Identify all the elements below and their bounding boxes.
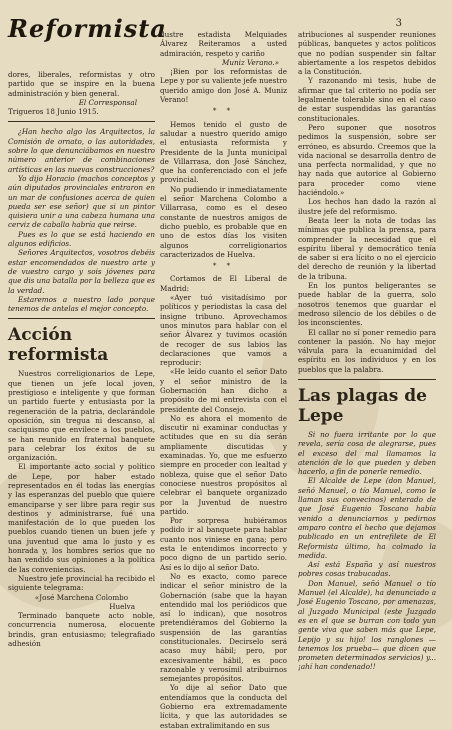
separator-stars: * *: [212, 107, 235, 116]
signature: El Corresponsal: [78, 97, 137, 107]
paragraph: atribuciones al suspender reuniones públicas, banquetes y actos políticos que no podían suspender sin faltar abiertamente a los respetos debidos a la Constitución.: [298, 30, 436, 77]
paragraph: No es exacto, como parece indicar el señor ministro de la Gobernación (sabe que la hayan entendido mal los periódicos que así lo indican), que nosotros pretendiéramos del Gobierno la suspensión de las garantías constitucionales. Decirselo será acaso muy hábil; pero, por excesivamente hábil, es poco razonable y verosímil atribuirnos semejantes propósitos.: [160, 571, 287, 684]
divider: [8, 318, 155, 319]
article-heading: Acción reformista: [8, 325, 109, 366]
paragraph: En los puntos beligerantes se puede hablar de la guerra, solo nosotros tenemos que guardar el medroso silencio de los débiles o de los inconscientes.: [298, 281, 436, 328]
paragraph: ¡Bien por los reformistas de Lepe y por su valiente jefe nuestro querido amigo don José A. Muniz Verano!: [160, 67, 287, 105]
telegram-recipient: «José Marchena Colombo: [34, 592, 129, 602]
paragraph: Los hechos han dado la razón al ilustre jefe del reformismo.: [298, 197, 436, 216]
page-number: 3: [395, 18, 402, 29]
paragraph: Terminado banquete acto noble, concurrencia numerosa, elocuente brindis, gran entusiasmo; telegrafiado adhesión: [8, 611, 155, 649]
paragraph: Don Manuel, señó Manuel o tío Manuel (el Alcalde), ha denunciado a José Eugenio Toscano, por amenazas, al Juzgado Municipal (este Juzgado es en el que se burran con todo yun gente viva que saben más que Lepe, Lepijo y su hijo! los ranglones —tenemos los prueba— que dicen que prometen determinados servicios) y... ¡ahí han condenado!!: [298, 578, 436, 672]
paragraph: Pues es lo que se está haciendo en algunos edificios.: [8, 229, 155, 249]
paragraph: No pudiendo ir inmediatamente el señor Marchena Colombo a Villarrasa, como es el deseo constante de nuestros amigos de dicho pueblo, es probable que en uno de estos días los visiten algunos correligionarios caracterizados de Huelva.: [160, 184, 287, 259]
paragraph: dores, liberales, reformistas y otro partido que se inspire en la buena administración y bien general.: [8, 70, 155, 98]
paragraph: Beata leer la nota de todas las mínimas que publica la prensa, para comprender la necesidad que el espíritu liberal y democrático tenía de saber si era lícito o no el ejercicio del derecho de reunión y la libertad de la tribuna.: [298, 215, 436, 281]
masthead-title: Reformista: [8, 14, 167, 43]
divider: [298, 379, 436, 380]
paragraph: Hemos tenido el gusto de saludar a nuestro querido amigo el entusiasta reformista y Presidente de la Junta municipal de Villarrasa, don José Sánchez, que ha conferenciado con el jefe provincial.: [160, 119, 287, 185]
paragraph: El importante acto social y político de Lepe, por haber estado representados en él todas las energías y las esperanzas del pueblo que quiere emanciparse y ser libre para regir sus destinos y administrarse, fué una manifestación de lo que pueden los pueblos cuando tienen un buen jefe y una juventud que ama lo justo y es honrada y, los hombres serios que no han vendido sus opiniones a la política de las conveniencias.: [8, 462, 155, 574]
article-heading: Las plagas de Lepe: [298, 385, 427, 426]
paragraph: Pero suponer que nosotros pedimos la suspensión, sobre ser erróneo, es absurdo. Creemos que la vida nacional se desarrolla dentro de una perfecta normalidad, y que no hay nada que autorice al Gobierno para proceder como viene haciéndolo.»: [298, 122, 436, 198]
paragraph: Y razonando mi tesis, hube de afirmar que tal criterio no podía ser legalmente tolerable sino en el caso de estar suspendidas las garantías constitucionales.: [298, 76, 436, 123]
paragraph: ilustre estadista Melquiades Álvarez Reiteramos a usted admiración, respeto y cariño: [160, 30, 287, 58]
paragraph: Yo dijo Horacio (machos conceptos y aún diputados provinciales entraron en un mar de confusiones acerca de quien pueda ser ese señor) que si un pintor quisiera unir a una cabeza humana una cerviz de caballo habría que reirse.: [8, 173, 155, 230]
paragraph: Estaremos a nuestro lado porque tenemos de antelas el mejor concepto.: [8, 294, 155, 314]
paragraph: Así está España y así nuestros pobres cosas trabucadas.: [298, 560, 436, 579]
paragraph: «He leído cuanto el señor Dato y el señor ministro de la Gobernación han dicho a propósito de mi entrevista con el presidente del Consejo.: [160, 367, 287, 414]
masthead: [8, 10, 167, 48]
dateline: Trigueros 18 Junio 1915.: [8, 107, 99, 117]
paragraph: Nuestros correligionarios de Lepe, que tienen un jefe local joven, prestigioso e inteligente y que forman un partido fuerte y entusiasta por la regeneración de la patria, declarándole oposición, sin tregua ni descanso, al caciquismo que envilece a los pueblos, se han reunido en fraternal banquete para celebrar los éxitos de su organización.: [8, 369, 155, 463]
paragraph: Señores Arquitectos, vosotros debéis estar encomendados de nuestro arte y de vuestro cargo y sois jóvenes para que dis una batalla por la belleza que es la verdad.: [8, 248, 155, 295]
paragraph: Si no fuera irritante por lo que revela, sería cosa de alegrarse, pues el exceso del mal llamamos la atención de lo que pueden y deben hacerlo, a fin de ponerle remedio.: [298, 429, 436, 477]
divider: [8, 121, 155, 122]
paragraph: Cortamos de El Liberal de Madrid:: [160, 274, 287, 293]
separator-stars: * *: [212, 262, 235, 271]
telegram-place: Huelva: [109, 601, 135, 611]
column-1: [8, 70, 155, 648]
paragraph: Nuestro jefe provincial ha recibido el siguiente telegrama:: [8, 573, 155, 593]
column-2: [160, 30, 287, 730]
column-3: [298, 30, 436, 672]
paragraph: No es ahora el momento de discutir ni examinar conductas y actitudes que en su día serán ampliamente discutidas y examinadas. Yo, que me esfuerzo siempre en proceder con lealtad y nobleza, quise que el señor Dato conociese nuestros propósitos al celebrar el banquete organizado por la Juventud de nuestro partido.: [160, 413, 287, 516]
paragraph: Yo dije al señor Dato que entendíamos que la conducta del Gobierno era extremadamente lícita, y que las autoridades se estaban extralimitando en sus: [160, 683, 287, 730]
paragraph: El Alcalde de Lepe (don Manuel, señó Manuel, o tío Manuel, como le llaman sus convecinos) enterado de que José Eugenio Toscano había venido a denunciarnos y pedirnos amparo contra el hecho que dejamos publicado en un entrefilete de El Reformista último, ha colmado la medida.: [298, 476, 436, 560]
signature: Muniz Verano.»: [221, 57, 279, 67]
paragraph: ¿Han hecho algo los Arquitectos, la Comisión de ornato, o las autoridades, sobre lo que denunciábamos en nuestro número anterior de combinaciones artísticas en las nuevas construcciones?: [8, 127, 155, 174]
paragraph: El callar no sí poner remedio para contener la pasión. No hay mejor válvula para la ecuanimidad del espíritu en los individuos y en los pueblos que la palabra.: [298, 327, 436, 374]
paragraph: «Ayer tuó visitadísimo por políticos y periodistas la casa del insigne tribuno. Aprovechamos unos minutos para hablar con el señor Álvarez y tuvimos ocasión de recoger de sus labios las declaraciones que vamos a reproducir:: [160, 293, 287, 368]
paragraph: Por sorpresa hubiéramos podido ir al banquete para hablar cuanto nos viniese en gana; pero esta le entendimos incorrecto y poco digno de un partido serio. Así es lo dijo al señor Dato.: [160, 516, 287, 572]
